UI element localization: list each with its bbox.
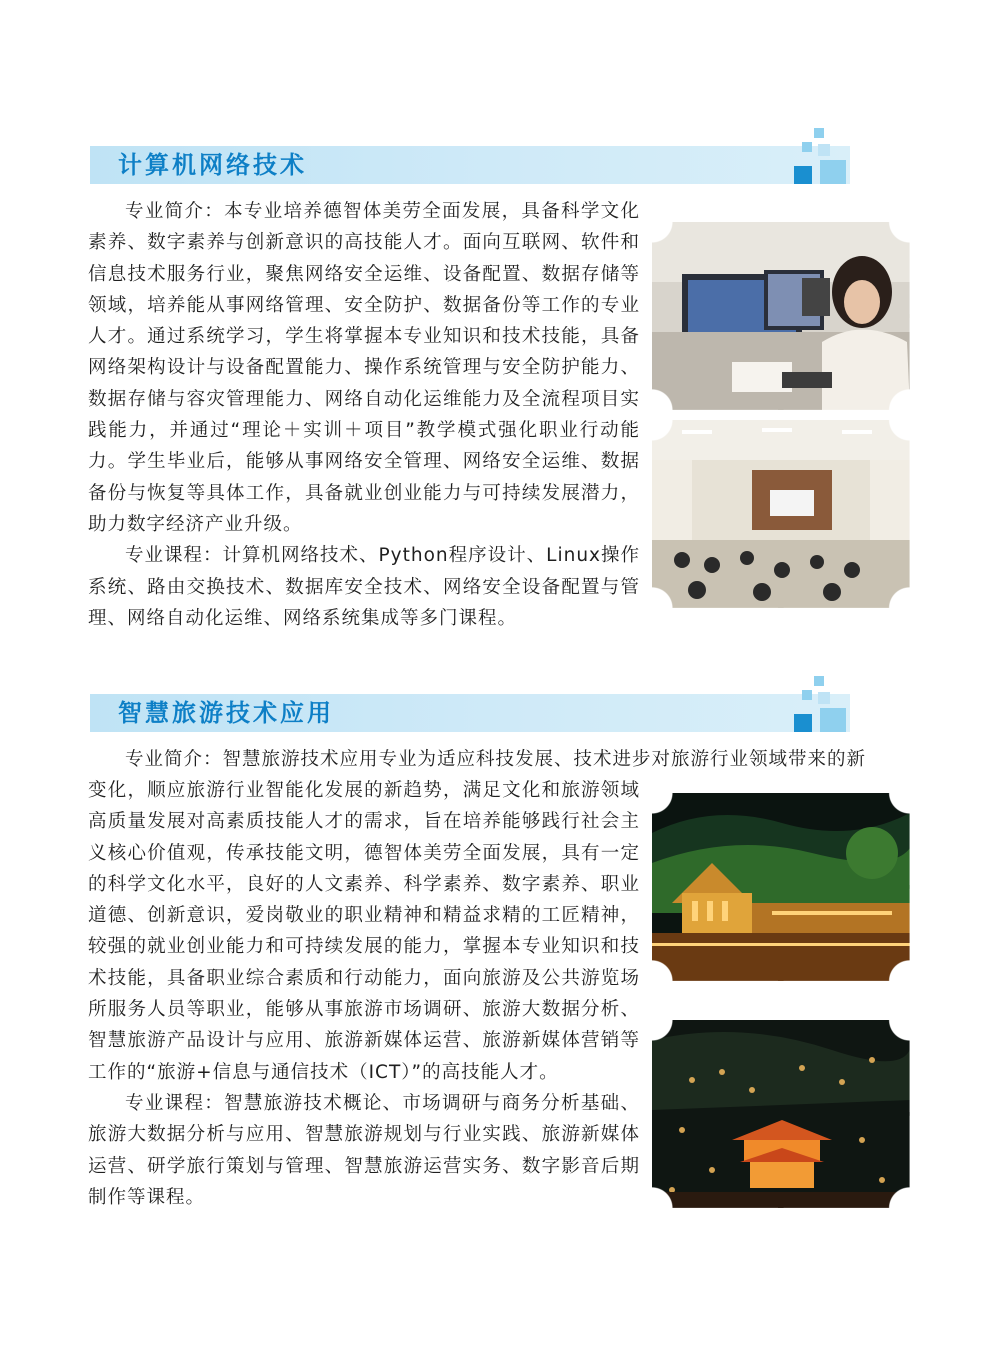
night-aerial-town-photo (652, 1020, 910, 1208)
tourism-courses: 专业课程：智慧旅游技术概论、市场调研与商务分析基础、旅游大数据分析与应用、智慧旅游规划与行业实践、旅游新媒体运营、研学旅行策划与管理、智慧旅游运营实务、数字影音后期制作等课程。 (88, 1092, 640, 1208)
section-header-network (90, 146, 850, 184)
tourism-intro: 变化，顺应旅游行业智能化发展的新趋势，满足文化和旅游领域高质量发展对高素质技能人才的需求，旨在培养能够践行社会主义核心价值观，传承技能文明，德智体美劳全面发展，具有一定的科学文化水平，良好的人文素养、科学素养、数字素养、职业道德、创新意识，爱岗敬业的职业精神和精益求精的工匠精神，较强的就业创业能力和可持续发展的能力，掌握本专业知识和技术技能，具备职业综合素质和行动能力，面向旅游及公共游览场所服务人员等职业，能够从事旅游市场调研、旅游大数据分析、智慧旅游产品设计与应用、旅游新媒体运营、旅游新媒体营销等工作的“旅游+信息与通信技术（ICT）”的高技能人才。 (88, 780, 640, 1083)
lecture-hall-photo (652, 420, 910, 608)
computer-lab-photo (652, 222, 910, 410)
network-intro: 专业简介：本专业培养德智体美劳全面发展，具备科学文化素养、数字素养与创新意识的高技能人才。面向互联网、软件和信息技术服务行业，聚焦网络安全运维、设备配置、数据存储等领域，培养能从事网络管理、安全防护、数据备份等工作的专业人才。通过系统学习，学生将掌握本专业知识和技术技能，具备网络架构设计与设备配置能力、操作系统管理与安全防护能力、数据存储与容灾管理能力、网络自动化运维能力及全流程项目实践能力，并通过“理论＋实训＋项目”教学模式强化职业行动能力。学生毕业后，能够从事网络安全管理、网络安全运维、数据备份与恢复等具体工作，具备就业创业能力与可持续发展潜力，助力数字经济产业升级。 (88, 201, 640, 535)
decorative-squares (790, 674, 850, 734)
night-scenic-building-photo (652, 793, 910, 981)
section-header-tourism (90, 694, 850, 732)
section-title: 计算机网络技术 (118, 151, 307, 179)
section-title: 智慧旅游技术应用 (118, 699, 334, 727)
tourism-intro-line1 (88, 744, 938, 775)
decorative-squares (790, 126, 850, 186)
network-text (88, 196, 640, 634)
tourism-text (88, 775, 640, 1213)
tourism-intro-first-line: 专业简介：智慧旅游技术应用专业为适应科技发展、技术进步对旅游行业领域带来的新 (125, 749, 867, 770)
network-courses: 专业课程：计算机网络技术、Python程序设计、Linux操作系统、路由交换技术、数据库安全技术、网络安全设备配置与管理、网络自动化运维、网络系统集成等多门课程。 (88, 545, 640, 629)
